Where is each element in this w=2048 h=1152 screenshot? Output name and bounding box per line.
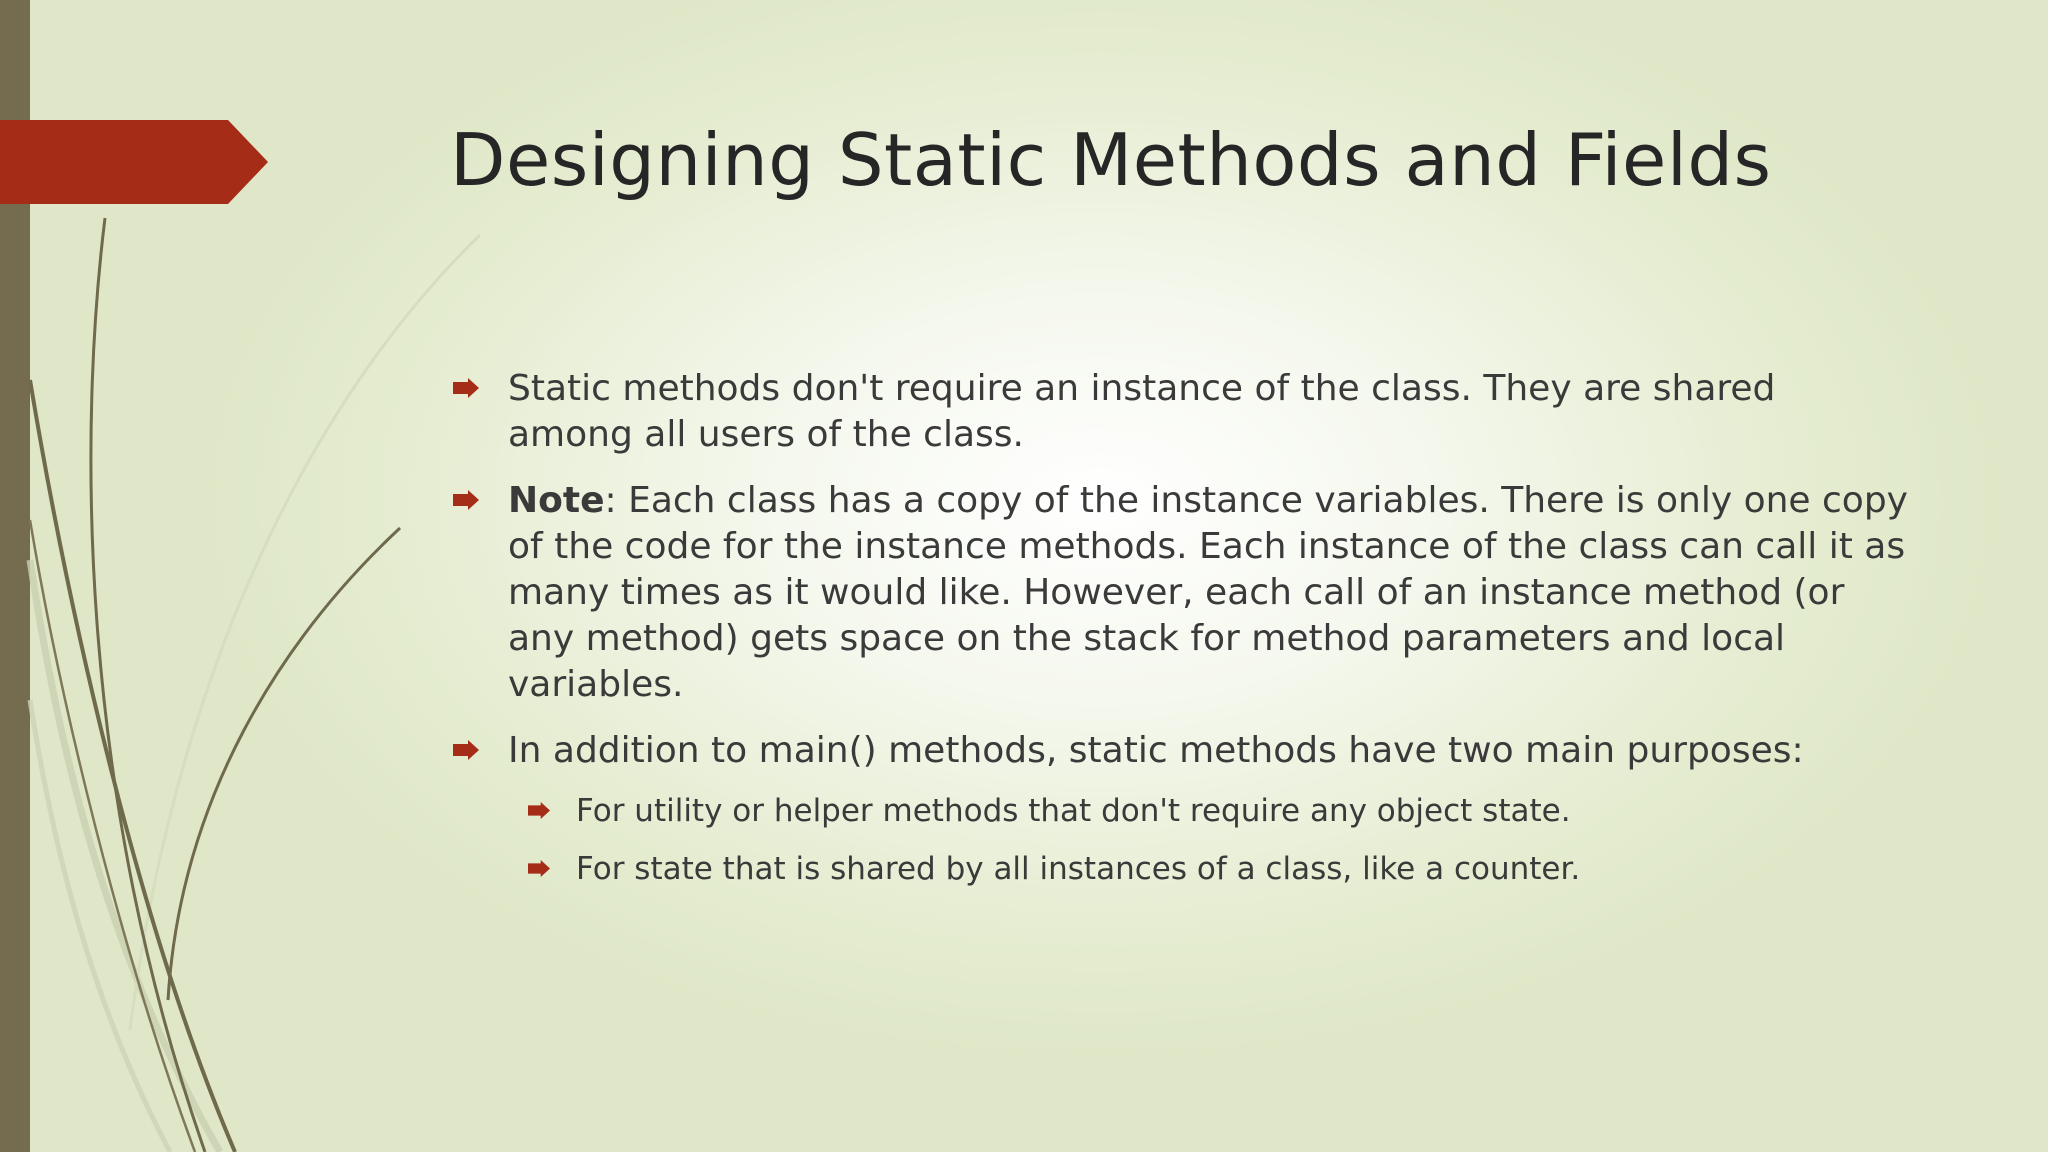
note-label: Note bbox=[508, 480, 605, 521]
bullet-text: : Each class has a copy of the instance variables. There is only one copy of the code for the instance methods. Each instance of the class can call it as many times as it would like. However, each call of an instance method (or any method) gets space on the stack for method parameters and local variables. bbox=[508, 480, 1908, 705]
arrow-bullet-icon bbox=[453, 378, 479, 398]
bullet-item bbox=[450, 728, 1910, 774]
sub-bullet-text: For state that is shared by all instances of a class, like a counter. bbox=[576, 851, 1581, 887]
bullet-item bbox=[450, 366, 1910, 458]
sub-bullet-item bbox=[526, 848, 1910, 890]
arrow-banner-icon bbox=[0, 120, 268, 204]
bullet-text: Static methods don't require an instance of the class. They are shared among all users of the class. bbox=[508, 368, 1776, 455]
arrow-bullet-icon bbox=[453, 740, 479, 760]
arrow-bullet-icon bbox=[528, 860, 550, 877]
bullet-text: In addition to main() methods, static methods have two main purposes: bbox=[508, 730, 1804, 771]
arrow-bullet-icon bbox=[528, 802, 550, 819]
slide-body bbox=[450, 366, 1910, 910]
bullet-item bbox=[450, 478, 1910, 708]
slide-title: Designing Static Methods and Fields bbox=[450, 118, 1772, 202]
arrow-bullet-icon bbox=[453, 490, 479, 510]
sub-bullet-item bbox=[526, 790, 1910, 832]
sub-bullet-text: For utility or helper methods that don't require any object state. bbox=[576, 793, 1571, 829]
